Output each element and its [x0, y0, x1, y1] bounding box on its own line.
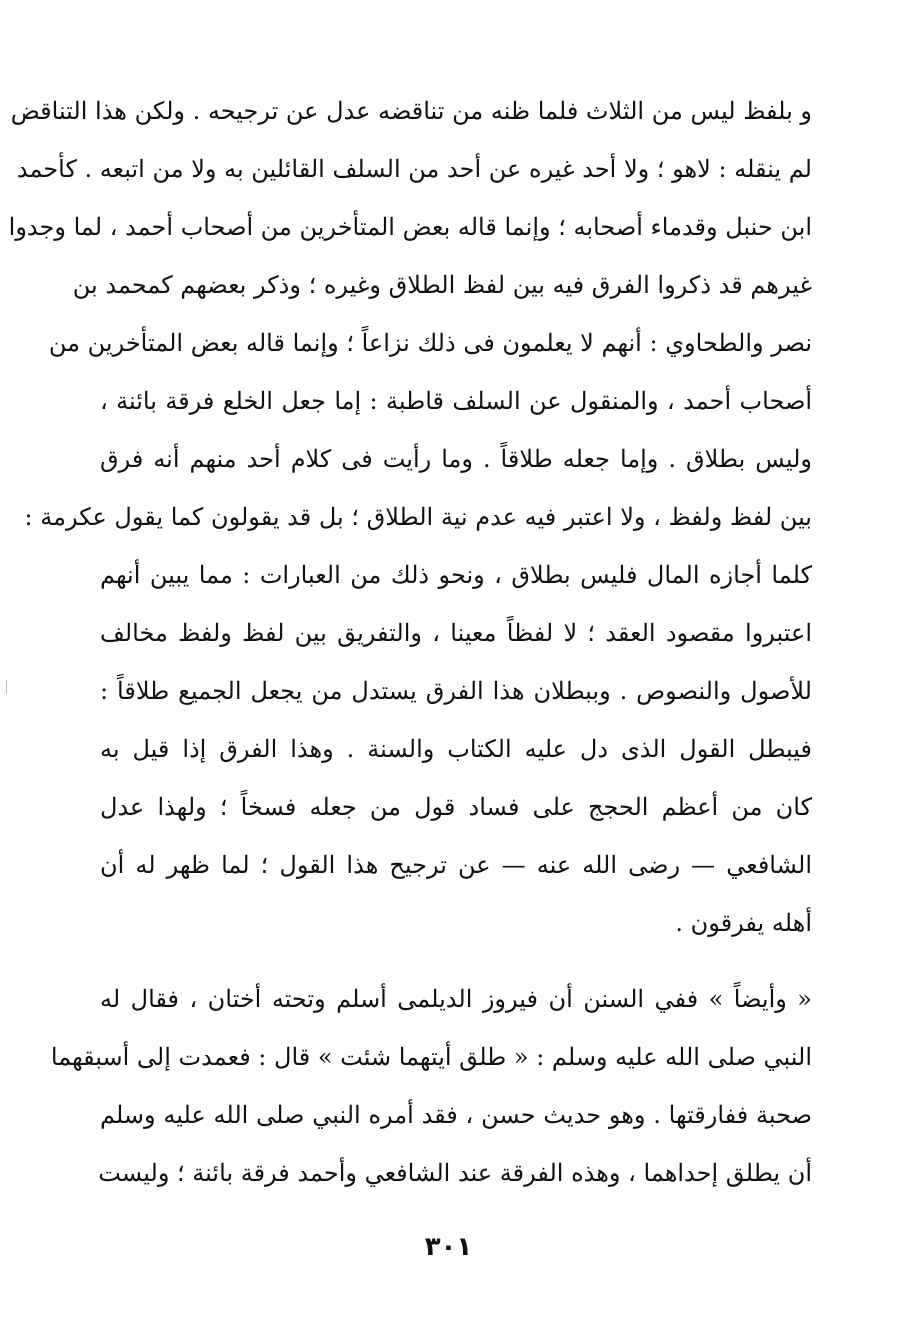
text-line: كان من أعظم الحجج على فساد قول من جعله فسخاً ؛ ولهذا عدل [100, 793, 812, 821]
text-line: اعتبروا مقصود العقد ؛ لا لفظاً معينا ، والتفريق بين لفظ ولفظ مخالف [100, 619, 812, 647]
text-line: الشافعي — رضى الله عنه — عن ترجيح هذا القول ؛ لما ظهر له أن [100, 851, 812, 879]
text-line: « وأيضاً » ففي السنن أن فيروز الديلمى أسلم وتحته أختان ، فقال له [100, 985, 812, 1013]
text-line: صحبة ففارقتها . وهو حديث حسن ، فقد أمره النبي صلى الله عليه وسلم [100, 1101, 813, 1129]
paragraph-2 [50, 970, 813, 1202]
page-number: ٣٠١ [424, 1232, 473, 1262]
text-line: وليس بطلاق . وإما جعله طلاقاً . وما رأيت فى كلام أحد منهم أنه فرق [100, 445, 812, 473]
text-line: كلما أجازه المال فليس بطلاق ، ونحو ذلك من العبارات : مما يبين أنهم [100, 561, 812, 589]
text-line: نصر والطحاوي : أنهم لا يعلمون فى ذلك نزاعاً ؛ وإنما قاله بعض المتأخرين من [48, 329, 812, 357]
text-line-last: أهله يفرقون . [675, 909, 812, 937]
text-line: و بلفظ ليس من الثلاث فلما ظنه من تناقضه عدل عن ترجيحه . ولكن هذا التناقض [10, 97, 812, 125]
text-line: لم ينقله : لاهو ؛ ولا أحد غيره عن أحد من السلف القائلين به ولا من اتبعه . كأحمد [16, 155, 812, 183]
text-line: بين لفظ ولفظ ، ولا اعتبر فيه عدم نية الطلاق ؛ بل قد يقولون كما يقول عكرمة : [24, 503, 812, 531]
paragraph-1 [8, 82, 812, 952]
text-line: غيرهم قد ذكروا الفرق فيه بين لفظ الطلاق وغيره ؛ وذكر بعضهم كمحمد بن [72, 271, 812, 299]
margin-mark [6, 680, 7, 694]
text-line: ابن حنبل وقدماء أصحابه ؛ وإنما قاله بعض المتأخرين من أصحاب أحمد ، لما وجدوا [8, 213, 812, 241]
text-line: للأصول والنصوص . وببطلان هذا الفرق يستدل من يجعل الجميع طلاقاً : [100, 677, 812, 705]
text-line: أن يطلق إحداهما ، وهذه الفرقة عند الشافعي وأحمد فرقة بائنة ؛ وليست [98, 1159, 812, 1187]
text-line: أصحاب أحمد ، والمنقول عن السلف قاطبة : إما جعل الخلع فرقة بائنة ، [100, 387, 812, 415]
text-line: النبي صلى الله عليه وسلم : « طلق أيتهما شئت » قال : فعمدت إلى أسبقهما [50, 1043, 812, 1071]
text-line: فيبطل القول الذى دل عليه الكتاب والسنة . وهذا الفرق إذا قيل به [100, 735, 812, 763]
